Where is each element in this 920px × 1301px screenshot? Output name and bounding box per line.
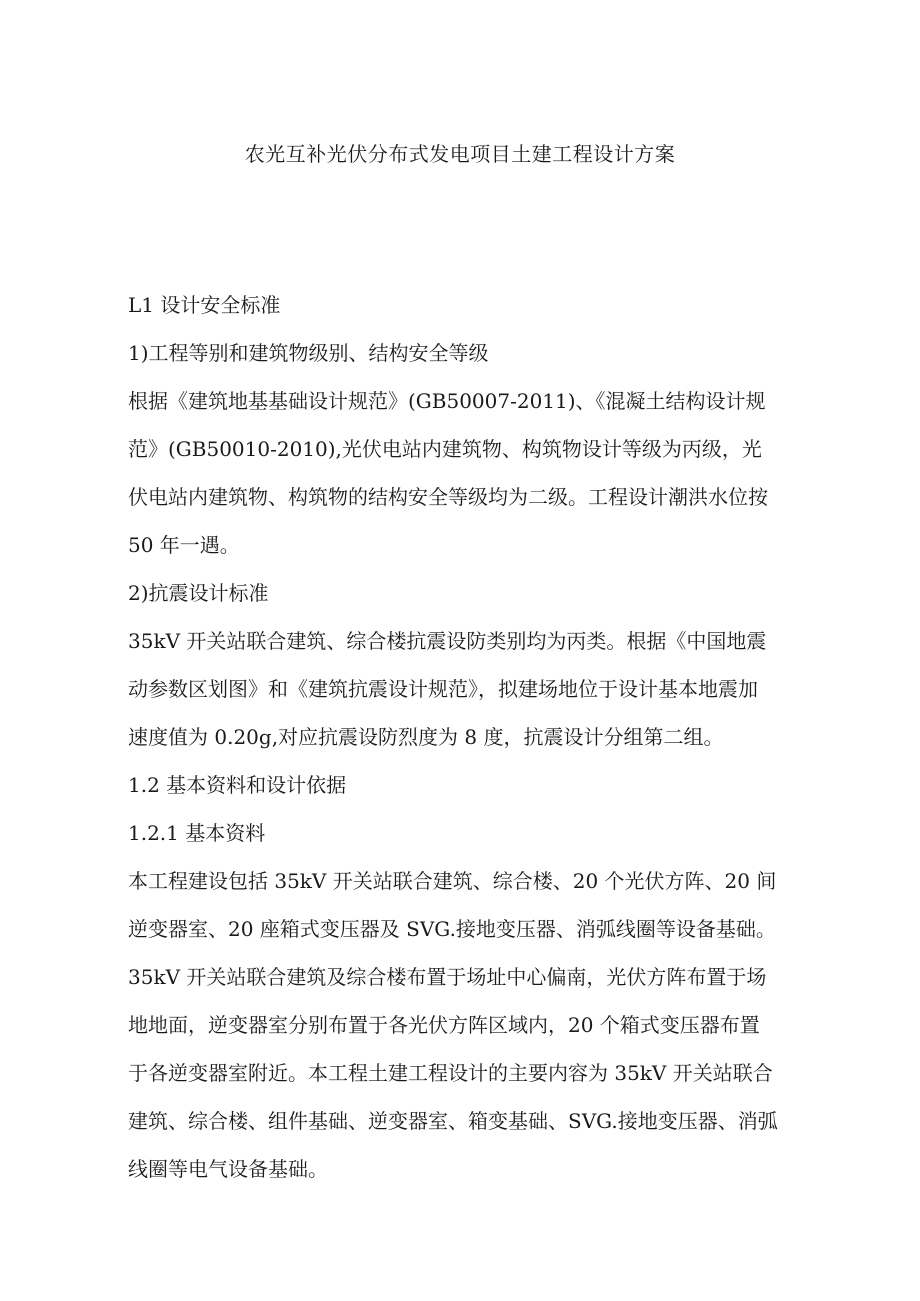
paragraph-line: 线圈等电气设备基础。	[128, 1157, 328, 1181]
document-title: 农光互补光伏分布式发电项目土建工程设计方案	[244, 142, 676, 166]
paragraph-line: 逆变器室、20 座箱式变压器及 SVG.接地变压器、消弧线圈等设备基础。	[128, 917, 776, 941]
section-heading-1-2: 1.2 基本资料和设计依据	[128, 773, 347, 797]
paragraph-line: 速度值为 0.20g,对应抗震设防烈度为 8 度，抗震设计分组第二组。	[128, 725, 724, 749]
paragraph-line: 地地面，逆变器室分别布置于各光伏方阵区域内，20 个箱式变压器布置	[128, 1013, 760, 1037]
paragraph-line: 于各逆变器室附近。本工程土建工程设计的主要内容为 35kV 开关站联合	[128, 1061, 773, 1085]
section-heading-1-1: L1 设计安全标准	[128, 293, 281, 317]
subheading-engineering-grade: 1)工程等别和建筑物级别、结构安全等级	[128, 341, 489, 365]
paragraph-line: 范》(GB50010-2010),光伏电站内建筑物、构筑物设计等级为丙级，光	[128, 437, 762, 461]
paragraph-line: 建筑、综合楼、组件基础、逆变器室、箱变基础、SVG.接地变压器、消弧	[128, 1109, 778, 1133]
paragraph-line: 伏电站内建筑物、构筑物的结构安全等级均为二级。工程设计潮洪水位按	[128, 485, 768, 509]
paragraph-line: 35kV 开关站联合建筑及综合楼布置于场址中心偏南，光伏方阵布置于场	[128, 965, 767, 989]
section-heading-1-2-1: 1.2.1 基本资料	[128, 821, 266, 845]
paragraph-line: 根据《建筑地基基础设计规范》(GB50007-2011)、《混凝土结构设计规	[128, 389, 766, 413]
paragraph-line: 35kV 开关站联合建筑、综合楼抗震设防类别均为丙类。根据《中国地震	[128, 629, 767, 653]
paragraph-line: 50 年一遇。	[128, 533, 240, 557]
subheading-seismic-standard: 2)抗震设计标准	[128, 581, 269, 605]
paragraph-line: 本工程建设包括 35kV 开关站联合建筑、综合楼、20 个光伏方阵、20 间	[128, 869, 777, 893]
paragraph-line: 动参数区划图》和《建筑抗震设计规范》，拟建场地位于设计基本地震加	[128, 677, 758, 701]
document-body	[128, 281, 828, 1193]
